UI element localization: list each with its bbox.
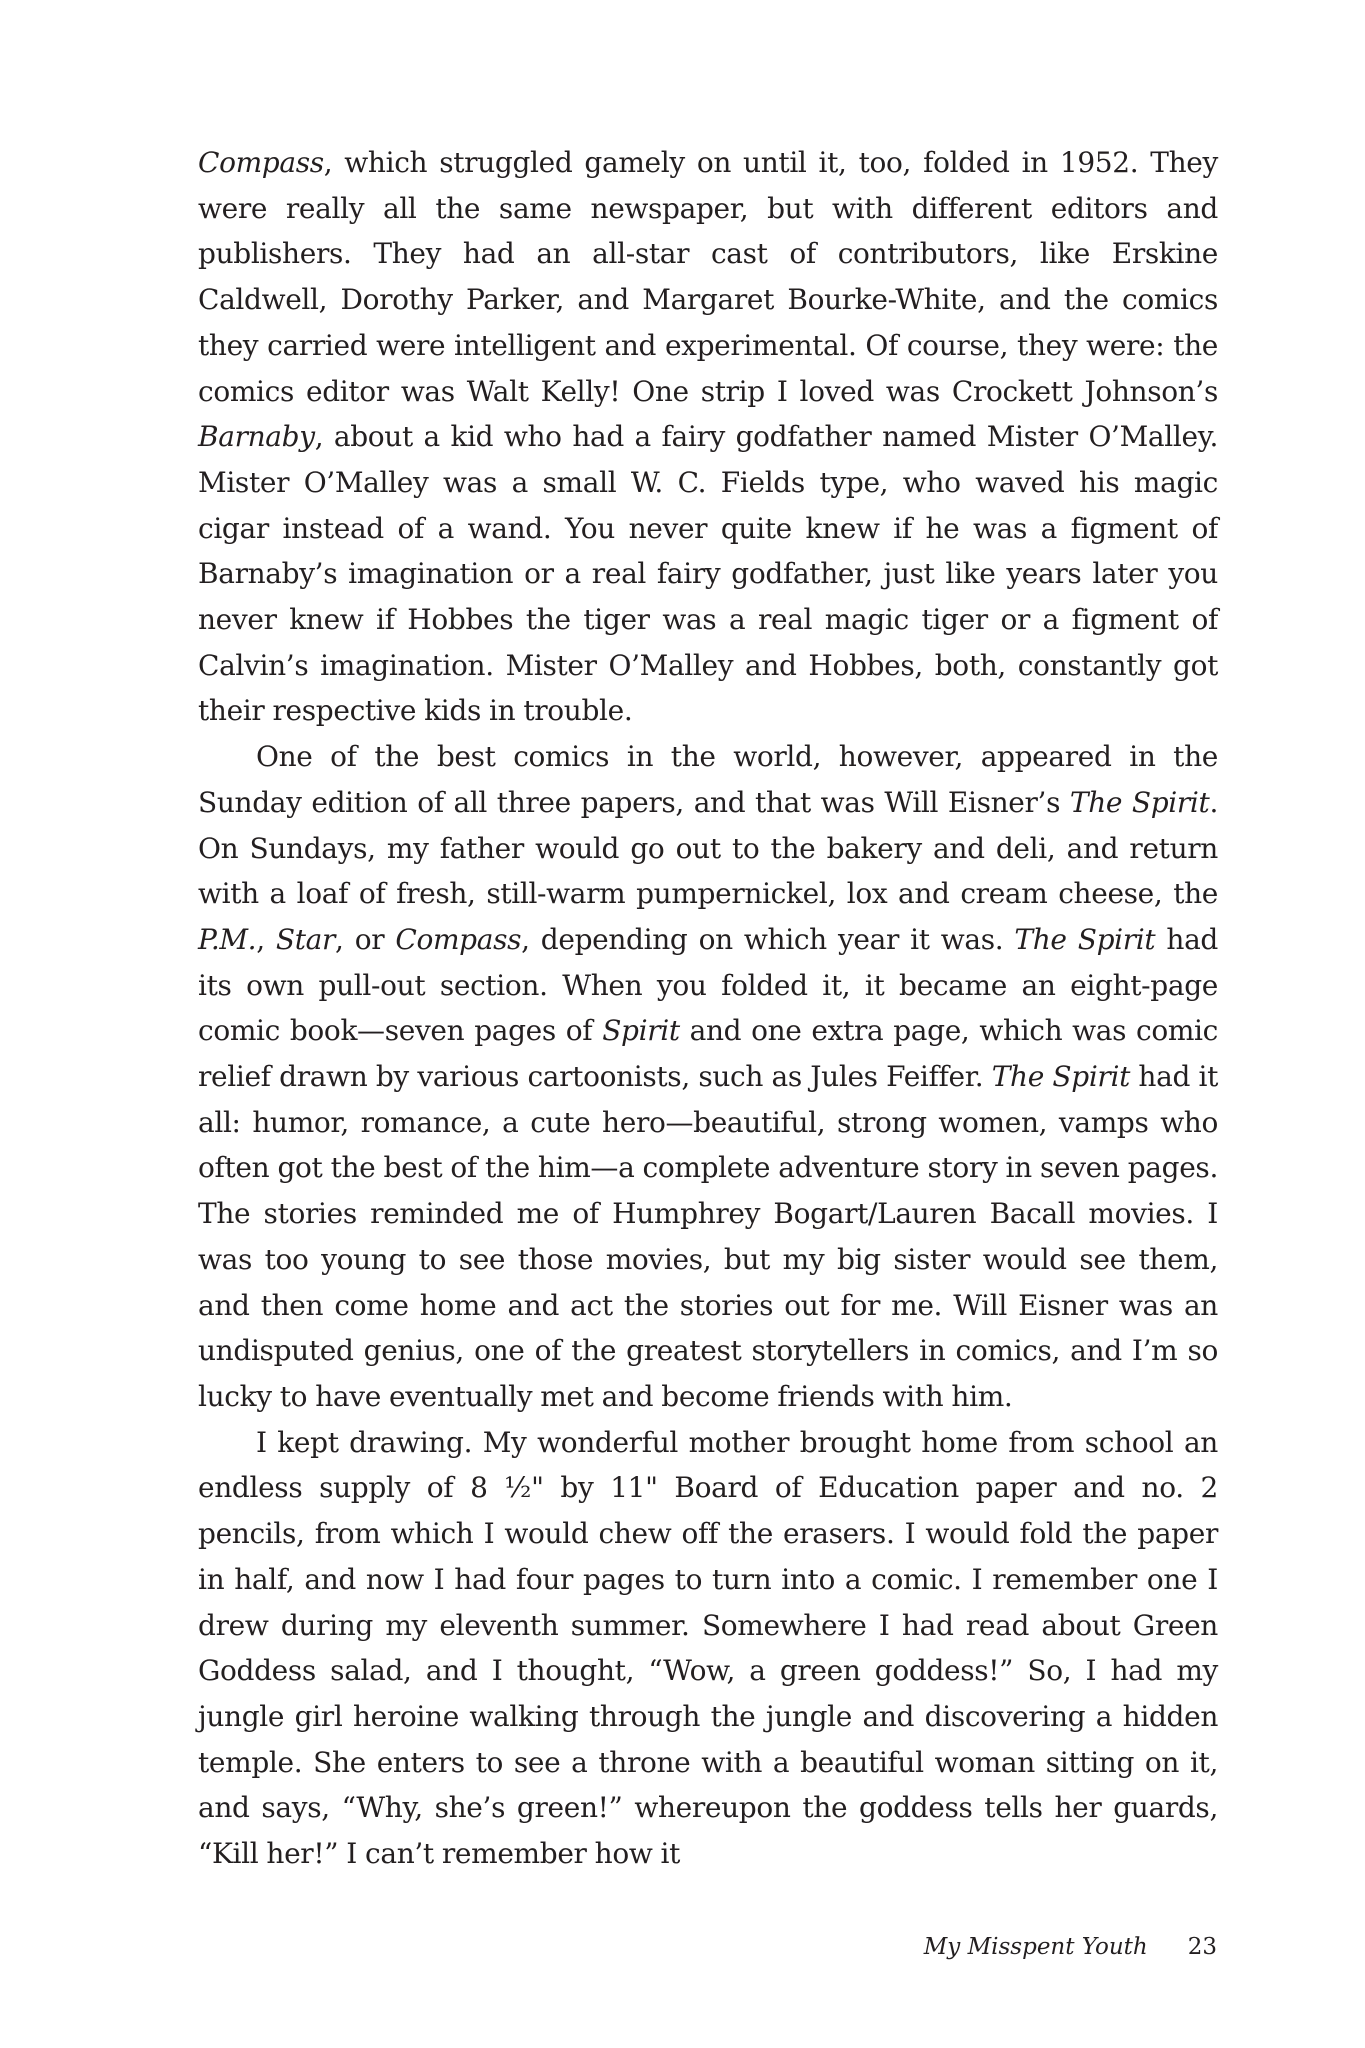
paragraph-text: One of the best comics in the world, however, appeared in the Sunday edition of all three papers, and that was Will Eisner’s (198, 740, 1218, 819)
paragraph-text: , depending on which year it was. (521, 922, 1015, 956)
body-text (198, 140, 1218, 1877)
page-footer (924, 1932, 1217, 1962)
running-title: My Misspent Youth (923, 1934, 1148, 1960)
italic-title: The Spirit (1014, 922, 1156, 956)
paragraph-text: , about a kid who had a fairy godfather named Mister O’Malley. Mister O’Malley was a small W. C. Fields type, who waved his magic cigar instead of a wand. You never quite knew if he was a figment of Barnaby’s imagination or a real fairy godfather, just like years later you never knew if Hobbes the tiger was a real magic tiger or a figment of Calvin’s imagination. Mister O’Malley and Hobbes, both, constantly got their respective kids in trouble. (198, 420, 1218, 728)
paragraph-text: , or (335, 922, 396, 956)
italic-title: Star (275, 922, 336, 956)
italic-title: Compass (198, 146, 324, 179)
paragraph-text: had it all: humor, romance, a cute hero—beautiful, strong women, vamps who often got the best of the him—a complete adventure story in seven pages. The stories reminded me of Humphrey Bogart/Lauren Bacall movies. I was too young to see those movies, but my big sister would see them, and then come home and act the stories out for me. Will Eisner was an undisputed genius, one of the greatest storytellers in comics, and I’m so lucky to have eventually met and become friends with him. (198, 1060, 1218, 1413)
italic-title: The Spirit (1069, 785, 1210, 819)
italic-title: P.M. (198, 922, 257, 956)
italic-title: The Spirit (991, 1060, 1130, 1094)
italic-title: Compass (395, 922, 522, 956)
italic-title: Spirit (602, 1014, 680, 1048)
paragraph-text: , which struggled gamely on until it, too, folded in 1952. They were really all the same newspaper, but with different editors and publishers. They had an all-star cast of contributors, like Erskine Caldwell, Dorothy Parker, and Margaret Bourke-White, and the comics they carried were intelligent and experimental. Of course, they were: the comics editor was Walt Kelly! One strip I loved was Crockett Johnson’s (198, 146, 1218, 408)
paragraph-text: . On Sundays, my father would go out to the bakery and deli, and return with a loaf of fresh, still-warm pumpernickel, lox and cream cheese, the (198, 785, 1218, 911)
page-number: 23 (1187, 1934, 1217, 1960)
paragraph-2 (198, 734, 1218, 1420)
italic-title: Barnaby (198, 420, 315, 454)
paragraph-text: , (256, 922, 276, 956)
paragraph-3 (198, 1420, 1218, 1877)
paragraph-text: and one extra page, which was comic relief drawn by various cartoonists, such as Jules Feiffer. (198, 1014, 1218, 1094)
paragraph-text: had its own pull-out section. When you folded it, it became an eight-page comic book—seven pages of (198, 922, 1219, 1048)
paragraph-1 (198, 140, 1218, 734)
paragraph-text: I kept drawing. My wonderful mother brought home from school an endless supply of 8 ½" by 11" Board of Education paper and no. 2 pencils, from which I would chew off the erasers. I would fold the paper in half, and now I had four pages to turn into a comic. I remember one I drew during my eleventh summer. Somewhere I had read about Green Goddess salad, and I thought, “Wow, a green goddess!” So, I had my jungle girl heroine walking through the jungle and discovering a hidden temple. She enters to see a throne with a beautiful woman sitting on it, and says, “Why, she’s green!” whereupon the goddess tells her guards, “Kill her!” I can’t remember how it (198, 1425, 1218, 1871)
